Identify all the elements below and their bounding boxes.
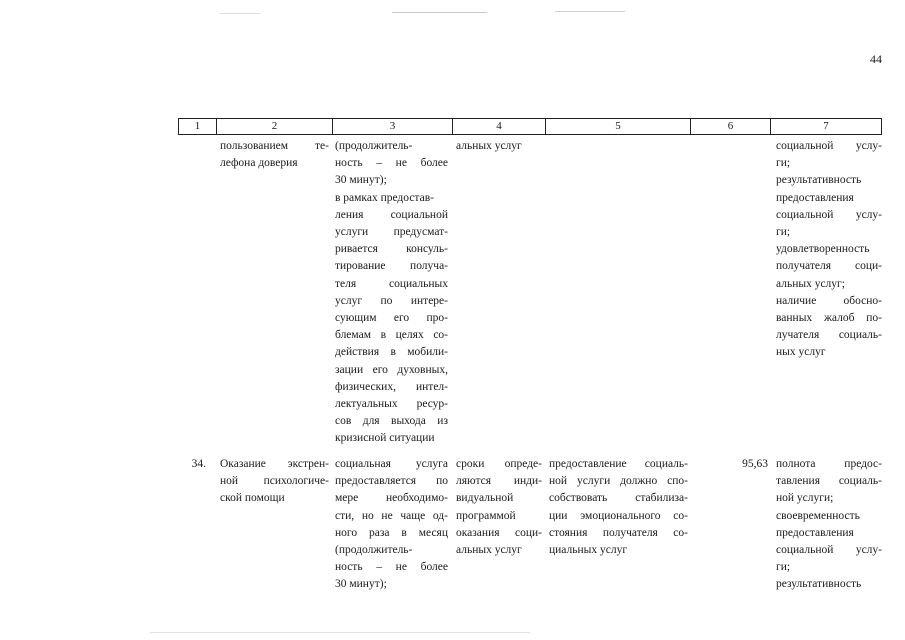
cell-text-line: социальной услу-: [776, 208, 882, 221]
cell-text-line: предоставление социаль-: [549, 458, 688, 470]
cell-text-line: циальных услуг: [549, 544, 628, 557]
cell-text-line: 30 минут);: [335, 578, 387, 591]
continued-row-quality-indicators: [776, 138, 882, 362]
cell-text-line: ривается консуль-: [335, 243, 448, 256]
row-34-quality-indicators: [776, 456, 882, 594]
header-cell-1: 1: [179, 119, 217, 134]
cell-text-line: пользованием те-: [220, 140, 329, 152]
row-34-description: [335, 456, 448, 594]
cell-text-line: предоставления: [776, 526, 854, 539]
row-34-term: [456, 456, 542, 559]
cell-text-line: ги;: [776, 226, 791, 239]
cell-text-line: ных услуг: [776, 346, 826, 359]
cell-text-line: (продолжитель-: [335, 544, 413, 557]
header-cell-4: 4: [453, 119, 546, 134]
cell-text-line: получателя соци-: [776, 260, 882, 273]
continued-row-service-name: [220, 138, 329, 172]
cell-text-line: предоставляется по: [335, 475, 448, 488]
cell-text-line: ции эмоционального со-: [549, 509, 688, 522]
cell-text-line: сроки опреде-: [456, 458, 542, 470]
cell-text-line: ской помощи: [220, 492, 285, 505]
cell-text-line: кризисной ситуации: [335, 432, 435, 445]
cell-text-line: ной психологиче-: [220, 475, 329, 488]
cell-text-line: теля социальных: [335, 277, 448, 290]
cell-text-line: собствовать стабилиза-: [549, 492, 688, 505]
cell-text-line: ги;: [776, 561, 791, 574]
cell-text-line: сов для выхода из: [335, 415, 448, 428]
cell-text-line: услуги предусмат-: [335, 226, 448, 239]
cell-text-line: лектуальных ресур-: [335, 398, 448, 411]
continued-row-description: [335, 138, 448, 448]
cell-text-line: предоставления: [776, 191, 854, 204]
cell-text-line: лучателя социаль-: [776, 329, 882, 342]
scan-artifact-top-3: [220, 13, 260, 14]
header-cell-5: 5: [546, 119, 691, 134]
cell-text-line: мере необходимо-: [335, 492, 448, 505]
header-cell-3: 3: [333, 119, 453, 134]
cell-text-line: полнота предос-: [776, 458, 882, 470]
cell-text-line: Оказание экстрен-: [220, 458, 329, 470]
cell-text-line: (продолжитель-: [335, 140, 413, 152]
cell-text-line: ления социальной: [335, 208, 448, 221]
cell-text-line: сующим его про-: [335, 312, 448, 325]
scan-artifact-top-1: [392, 12, 487, 13]
cell-text-line: альных услуг: [456, 544, 522, 557]
cell-text-line: зации его духовных,: [335, 363, 448, 376]
row-34-standard: [549, 456, 688, 559]
cell-text-line: социальная услуга: [335, 458, 448, 470]
cell-text-line: программой: [456, 509, 516, 522]
cell-text-line: альных услуг: [456, 140, 522, 152]
cell-text-line: тирование получа-: [335, 260, 448, 273]
cell-text-line: ность – не более: [335, 561, 448, 574]
scan-artifact-bottom-1: [150, 632, 530, 633]
cell-text-line: социальной услу-: [776, 544, 882, 557]
cell-text-line: ной услуги должно спо-: [549, 475, 688, 488]
cell-text-line: блемам в целях со-: [335, 329, 448, 342]
cell-text-line: физических, интел-: [335, 380, 448, 393]
cell-text-line: сти, но не чаще од-: [335, 509, 448, 522]
cell-text-line: своевременность: [776, 509, 860, 522]
cell-text-line: стояния получателя со-: [549, 526, 688, 539]
row-34-cost: 95,63: [742, 458, 768, 470]
cell-text-line: оказания соци-: [456, 526, 542, 539]
header-cell-7: 7: [823, 120, 829, 132]
page-number: 44: [870, 52, 882, 66]
cell-text-line: видуальной: [456, 492, 514, 505]
cell-text-line: 30 минут);: [335, 174, 387, 187]
cell-text-line: тавления социаль-: [776, 475, 882, 488]
row-34-service-name: [220, 456, 329, 508]
cell-text-line: услуг по интере-: [335, 294, 448, 307]
row-34-number: 34.: [191, 458, 206, 470]
cell-text-line: действия в мобили-: [335, 346, 448, 359]
cell-text-line: наличие обосно-: [776, 294, 882, 307]
cell-text-line: лефона доверия: [220, 157, 298, 170]
scan-artifact-top-2: [555, 11, 625, 12]
cell-text-line: в рамках предостав-: [335, 191, 434, 204]
cell-text-line: социальной услу-: [776, 140, 882, 152]
cell-text-line: ванных жалоб по-: [776, 312, 882, 325]
cell-text-line: удовлетворенность: [776, 243, 870, 256]
header-cell-2: 2: [217, 119, 333, 134]
cell-text-line: ность – не более: [335, 157, 448, 170]
cell-text-line: ной услуги;: [776, 492, 834, 505]
cell-text-line: ляются инди-: [456, 475, 542, 488]
cell-text-line: результативность: [776, 174, 862, 187]
cell-text-line: альных услуг;: [776, 277, 845, 290]
cell-text-line: ги;: [776, 157, 791, 170]
cell-text-line: ного раза в месяц: [335, 526, 448, 539]
continued-row-term: [456, 138, 542, 155]
cell-text-line: результативность: [776, 578, 862, 591]
header-cell-6: 6: [691, 119, 771, 134]
table-header-row: [178, 118, 882, 135]
